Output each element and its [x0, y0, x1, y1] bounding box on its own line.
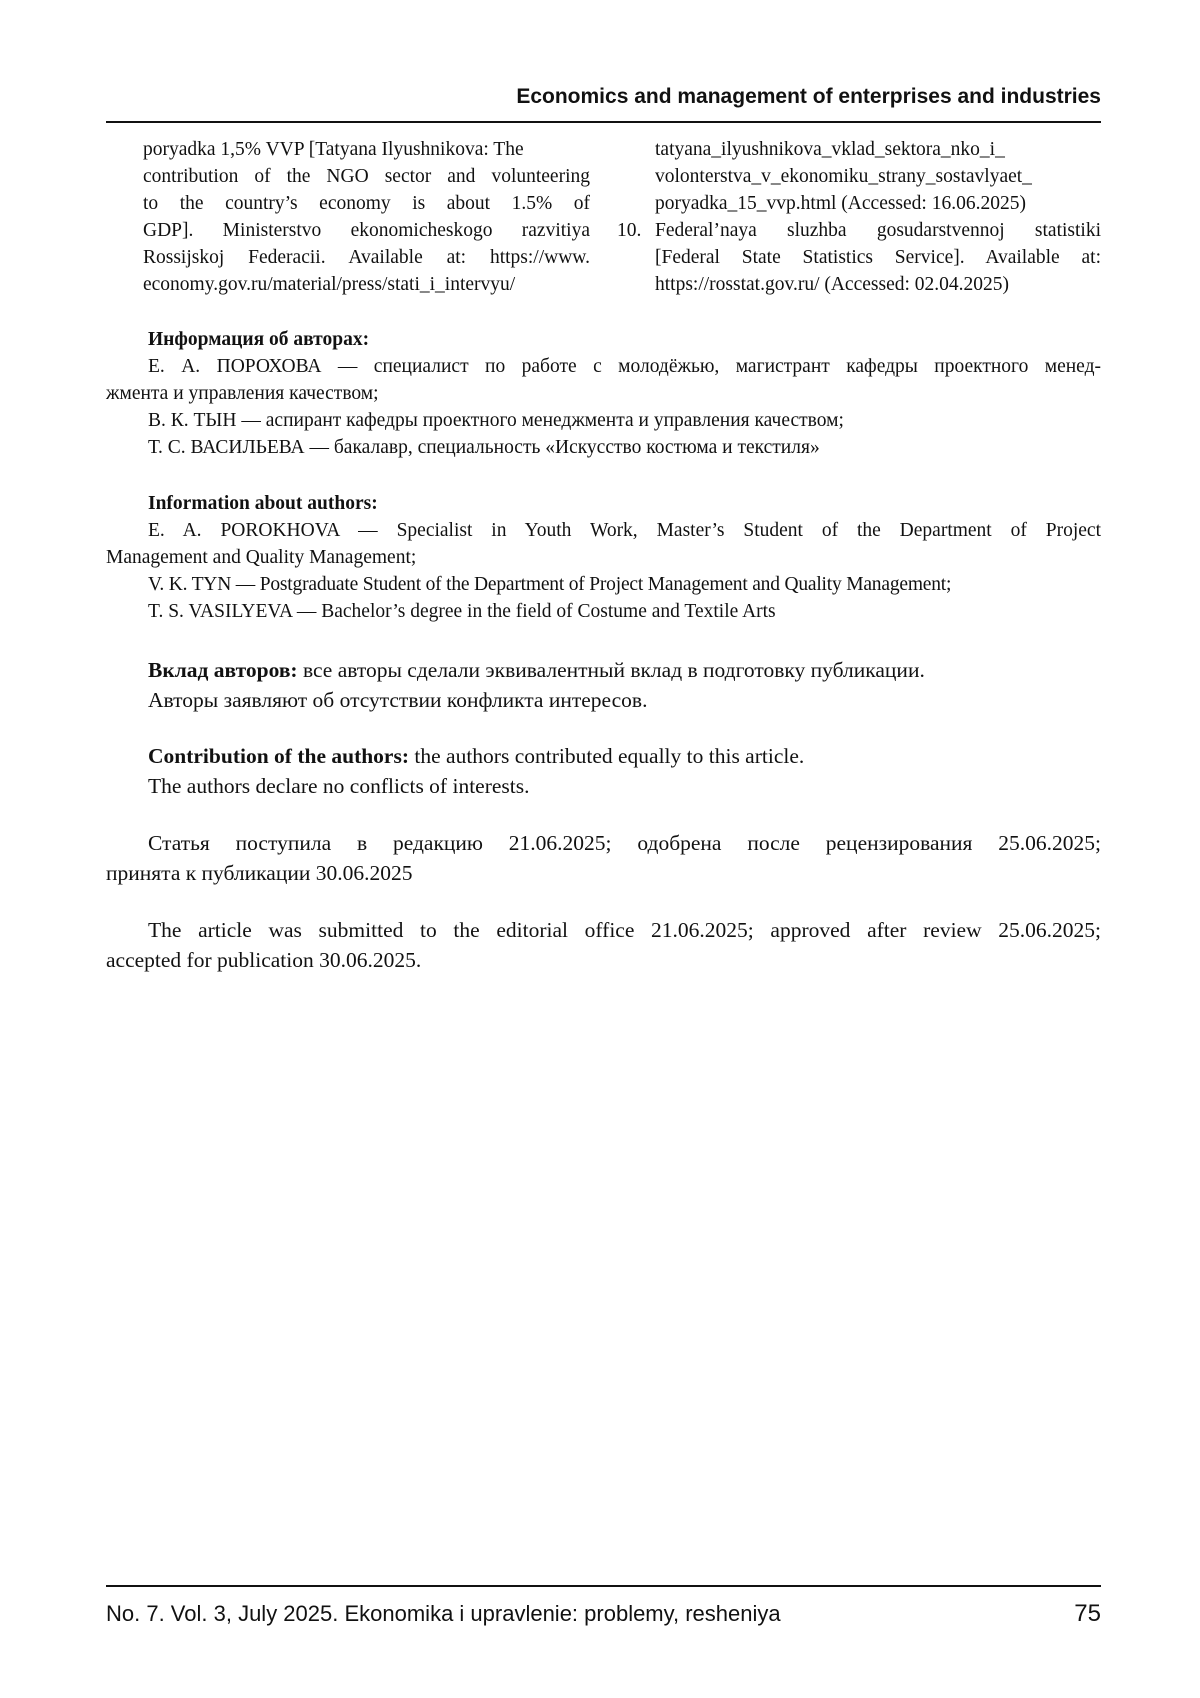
authors-info-en — [106, 490, 1101, 625]
author-entry: V. K. TYN — Postgraduate Student of the Department of Project Management and Quality Management; — [148, 574, 952, 595]
authors-info-ru-title: Информация об авторах: — [148, 329, 370, 350]
reference-line: [Federal State Statistics Service]. Available at: — [655, 247, 1101, 268]
reference-line: poryadka 1,5% VVP [Tatyana Ilyushnikova: The — [143, 139, 524, 160]
dates-en-line: accepted for publication 30.06.2025. — [106, 948, 422, 972]
contribution-ru — [106, 655, 1101, 715]
references-right-column — [617, 136, 1101, 298]
reference-number: 10. — [617, 220, 642, 241]
reference-line: tatyana_ilyushnikova_vklad_sektora_nko_i_ — [655, 139, 1005, 160]
reference-line: Federal’naya sluzhba gosudarstvennoj statistiki — [655, 220, 1101, 241]
page-number: 75 — [1074, 1600, 1101, 1627]
authors-info-ru — [106, 326, 1101, 461]
journal-citation: No. 7. Vol. 3, July 2025. Ekonomika i upravlenie: problemy, resheniya — [106, 1601, 781, 1626]
contribution-ru-label: Вклад авторов: — [148, 658, 298, 682]
author-entry — [106, 517, 1101, 571]
header-rule — [106, 121, 1101, 123]
footer-rule — [106, 1585, 1101, 1587]
article-dates-ru — [106, 828, 1101, 888]
author-line: Management and Quality Management; — [106, 547, 417, 568]
author-entry — [106, 353, 1101, 407]
reference-line: https://rosstat.gov.ru/ (Accessed: 02.04.2025) — [655, 274, 1010, 295]
conflict-en-statement: The authors declare no conflicts of interests. — [148, 774, 530, 798]
contribution-en-text: the authors contributed equally to this article. — [409, 744, 805, 768]
article-dates-en — [106, 915, 1101, 975]
author-entry: T. S. VASILYEVA — Bachelor’s degree in the field of Costume and Textile Arts — [148, 601, 776, 622]
reference-line: economy.gov.ru/material/press/stati_i_intervyu/ — [143, 274, 516, 295]
reference-line: Rossijskoj Federacii. Available at: https://www. — [143, 247, 590, 268]
contribution-en-statement — [106, 741, 1101, 771]
contribution-ru-statement — [106, 655, 1101, 685]
reference-line: to the country’s economy is about 1.5% of — [143, 193, 590, 214]
author-entry: В. К. ТЫН — аспирант кафедры проектного менеджмента и управления качеством; — [148, 410, 844, 431]
dates-en-line: The article was submitted to the editorial office 21.06.2025; approved after review 25.06.2025; — [148, 918, 1101, 942]
reference-line: contribution of the NGO sector and volunteering — [143, 166, 590, 187]
reference-line: poryadka_15_vvp.html (Accessed: 16.06.2025) — [655, 193, 1026, 214]
author-line: жмента и управления качеством; — [106, 383, 379, 404]
conflict-ru-statement: Авторы заявляют об отсутствии конфликта интересов. — [148, 688, 648, 712]
author-line: E. A. POROKHOVA — Specialist in Youth Work, Master’s Student of the Department of Project — [148, 520, 1101, 541]
reference-9-continuation — [617, 136, 1101, 217]
authors-info-en-title: Information about authors: — [148, 493, 378, 514]
reference-line: GDP]. Ministerstvo ekonomicheskogo razvitiya — [143, 220, 590, 241]
reference-10 — [617, 217, 1101, 298]
author-entry: Т. С. ВАСИЛЬЕВА — бакалавр, специальность «Искусство костюма и текстиля» — [148, 437, 820, 458]
reference-line: volonterstva_v_ekonomiku_strany_sostavlyaet_ — [655, 166, 1032, 187]
dates-ru-line: принята к публикации 30.06.2025 — [106, 861, 413, 885]
contribution-en — [106, 741, 1101, 801]
contribution-en-label: Contribution of the authors: — [148, 744, 410, 768]
contribution-ru-text: все авторы сделали эквивалентный вклад в подготовку публикации. — [297, 658, 925, 682]
running-title: Economics and management of enterprises and industries — [516, 85, 1101, 108]
references-left-column — [143, 136, 590, 298]
dates-ru-line: Статья поступила в редакцию 21.06.2025; одобрена после рецензирования 25.06.2025; — [148, 831, 1101, 855]
author-line: Е. А. ПОРОХОВА — специалист по работе с молодёжью, магистрант кафедры проектного менед- — [148, 356, 1101, 377]
